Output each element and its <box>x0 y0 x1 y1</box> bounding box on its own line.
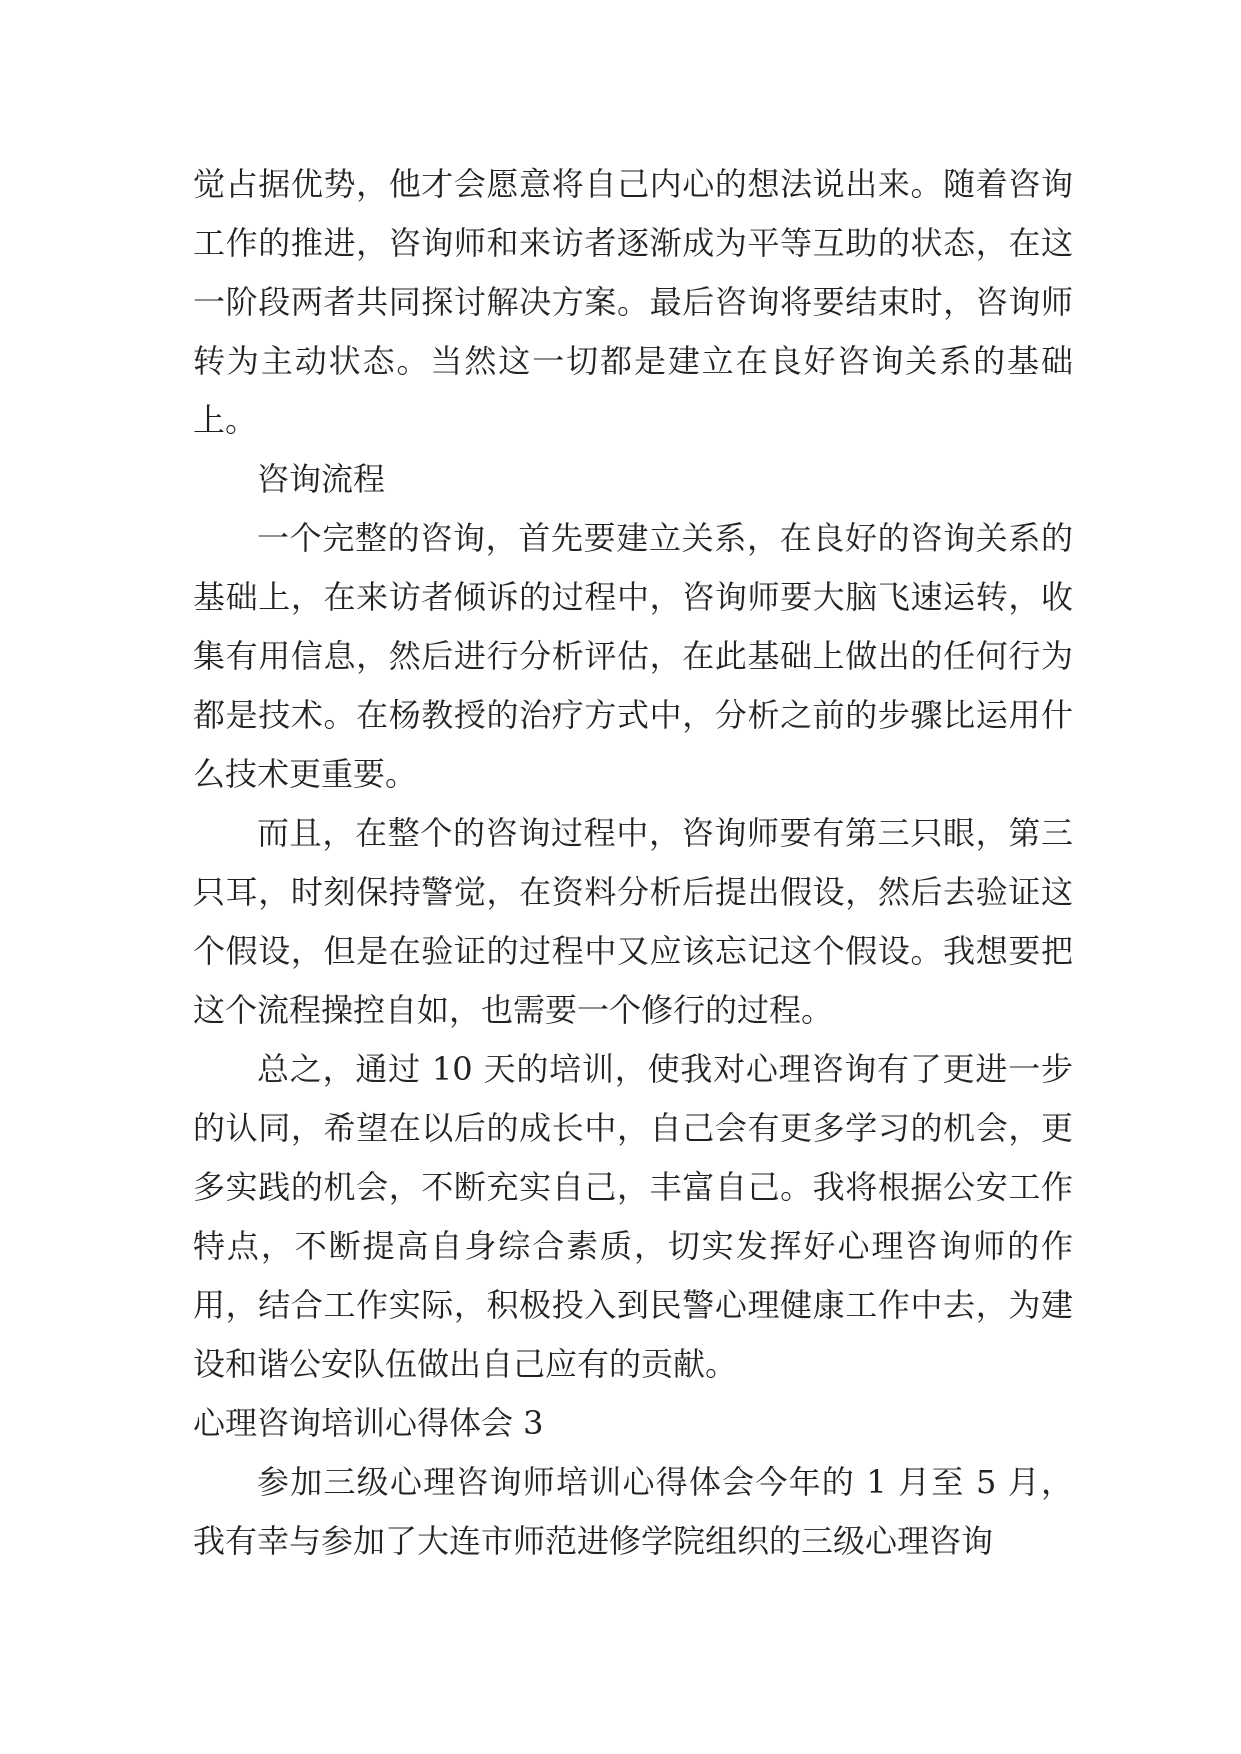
paragraph: 一个完整的咨询，首先要建立关系，在良好的咨询关系的基础上，在来访者倾诉的过程中，咨询师要大脑飞速运转，收集有用信息，然后进行分析评估，在此基础上做出的任何行为都是技术。在杨教授的治疗方式中，分析之前的步骤比运用什么技术更重要。 <box>193 519 1073 793</box>
document-body <box>193 155 1073 1571</box>
paragraph: 而且，在整个的咨询过程中，咨询师要有第三只眼，第三只耳，时刻保持警觉，在资料分析后提出假设，然后去验证这个假设，但是在验证的过程中又应该忘记这个假设。我想要把这个流程操控自如，也需要一个修行的过程。 <box>193 814 1073 1029</box>
paragraph: 总之，通过 10 天的培训，使我对心理咨询有了更进一步的认同，希望在以后的成长中，自己会有更多学习的机会，更多实践的机会，不断充实自己，丰富自己。我将根据公安工作特点，不断提高自身综合素质，切实发挥好心理咨询师的作用，结合工作实际，积极投入到民警心理健康工作中去，为建设和谐公安队伍做出自己应有的贡献。 <box>193 1050 1073 1383</box>
paragraph: 参加三级心理咨询师培训心得体会今年的 1 月至 5 月，我有幸与参加了大连市师范进修学院组织的三级心理咨询 <box>193 1463 1073 1560</box>
paragraph-continuation: 觉占据优势，他才会愿意将自己内心的想法说出来。随着咨询工作的推进，咨询师和来访者逐渐成为平等互助的状态，在这一阶段两者共同探讨解决方案。最后咨询将要结束时，咨询师转为主动状态。当然这一切都是建立在良好咨询关系的基础上。 <box>193 165 1073 439</box>
section-subheading: 咨询流程 <box>257 460 386 498</box>
section-heading: 心理咨询培训心得体会 3 <box>193 1404 544 1442</box>
